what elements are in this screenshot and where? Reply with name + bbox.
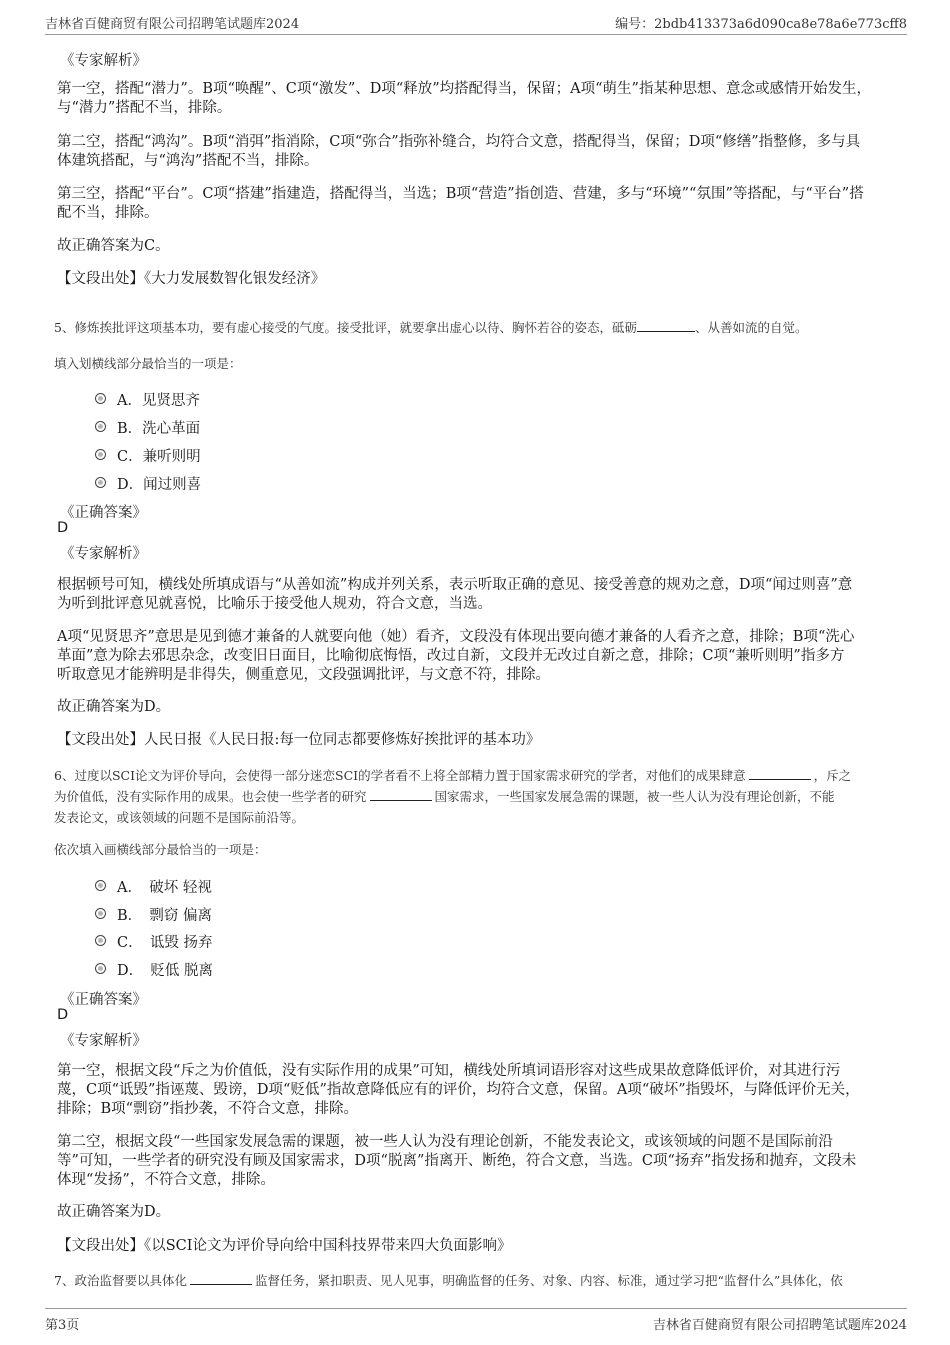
text-line <box>54 786 899 807</box>
q4-analysis-label: 《专家解析》 <box>60 53 147 69</box>
header-document-title: 吉林省百健商贸有限公司招聘笔试题库2024 <box>45 17 300 32</box>
option-label: B． 剽窃 偏离 <box>117 908 213 924</box>
option-label: D． 贬低 脱离 <box>117 963 213 979</box>
text-line: A项“见贤思齐”意思是见到德才兼备的人就要向他（她）看齐，文段没有体现出要向德才兼备的人看齐之意，排除；B项“洗心 <box>57 629 855 645</box>
option-label: C． 诋毁 扬弃 <box>117 935 213 951</box>
text-line: 革面”意为除去邪思杂念，改变旧日面目，比喻彻底悔悟，改过自新，文段并无改过自新之意，排除；C项“兼听则明”指多方 <box>57 648 845 664</box>
q5-stem-text: 5、修炼挨批评这项基本功，要有虚心接受的气度。接受批评，就要拿出虚心以待、胸怀若谷的姿态，砥砺 <box>54 320 637 335</box>
q6-answer-label: 《正确答案》 <box>60 992 147 1008</box>
text-line: 第二空，根据文段“一些国家发展急需的课题，被一些人认为没有理论创新，不能发表论文，或该领域的问题不是国际前沿 <box>57 1134 833 1150</box>
q5-analysis-paragraph-1 <box>57 576 887 614</box>
radio-icon[interactable] <box>95 449 106 460</box>
text-line: 第一空，根据文段“斥之为价值低，没有实际作用的成果”可知，横线处所填词语形容对这些成果故意降低评价，对其进行污 <box>57 1063 841 1079</box>
q6-analysis-paragraph-2 <box>57 1133 887 1190</box>
q6-option-b[interactable] <box>117 904 212 925</box>
text-line: 发表论文，或该领域的问题不是国际前沿等。 <box>54 810 305 825</box>
q6-answer: D <box>57 1007 69 1023</box>
q5-analysis-label: 《专家解析》 <box>60 546 147 562</box>
q6-conclusion: 故正确答案为D。 <box>57 1204 171 1220</box>
q6-stem-text: 6、过度以SCI论文为评价导向，会使得一部分迷恋SCI的学者看不上将全部精力置于国家需求研究的学者，对他们的成果肆意 <box>54 768 746 783</box>
radio-icon[interactable] <box>95 421 106 432</box>
header-document-id: 编号：2bdb413373a6d090ca8e78a6e773cff8 <box>615 17 907 32</box>
text-line: 与“潜力”搭配不当，排除。 <box>57 100 232 116</box>
text-line: 第一空，搭配“潜力”。B项“唤醒”、C项“激发”、D项“释放”均搭配得当，保留；A项“萌生”指某种思想、意念或感情开始发生， <box>57 81 871 97</box>
text-line: 等”可知，一些学者的研究没有顾及国家需求，D项“脱离”指离开、断绝，符合文意，当选。C项“扬弃”指发扬和抛弃，文段未 <box>57 1153 857 1169</box>
q4-conclusion: 故正确答案为C。 <box>57 238 170 254</box>
text-line: 体现“发扬”，不符合文意，排除。 <box>57 1172 275 1188</box>
q4-source: 【文段出处】《大力发展数智化银发经济》 <box>57 271 326 287</box>
q5-option-c[interactable] <box>117 445 201 466</box>
option-label: C．兼听则明 <box>117 449 201 465</box>
text-line: 为听到批评意见就喜悦，比喻乐于接受他人规劝，符合文意，当选。 <box>57 596 492 612</box>
q6-source: 【文段出处】《以SCI论文为评价导向给中国科技界带来四大负面影响》 <box>57 1238 512 1254</box>
q6-option-a[interactable] <box>117 876 212 897</box>
q4-analysis-paragraph-1 <box>57 80 887 118</box>
text-line: 第二空，搭配“鸿沟”。B项“消弭”指消除，C项“弥合”指弥补缝合，均符合文意，搭配得当，保留；D项“修缮”指整修，多与具 <box>57 134 861 150</box>
q6-stem-text: 国家需求，一些国家发展急需的课题，被一些人认为没有理论创新，不能 <box>434 789 835 804</box>
q5-analysis-paragraph-2 <box>57 628 887 685</box>
radio-icon[interactable] <box>95 477 106 488</box>
text-line: 配不当，排除。 <box>57 205 159 221</box>
text-line: 根据顿号可知，横线处所填成语与“从善如流”构成并列关系，表示听取正确的意见、接受善意的规劝之意，D项“闻过则喜”意 <box>57 577 853 593</box>
footer-divider <box>45 1308 907 1309</box>
q6-option-d[interactable] <box>117 959 213 980</box>
q5-answer: D <box>57 520 69 536</box>
text-line: 体建筑搭配，与“鸿沟”搭配不当，排除。 <box>57 153 319 169</box>
q7-stem <box>54 1270 899 1291</box>
radio-icon[interactable] <box>95 935 106 946</box>
q7-stem-text: 7、政治监督要以具体化 <box>54 1273 187 1288</box>
text-line: 听取意见才能辨明是非得失，侧重意见，文段强调批评，与文意不符，排除。 <box>57 667 550 683</box>
text-line: 排除；B项“剽窃”指抄袭，不符合文意，排除。 <box>57 1101 358 1117</box>
q5-stem <box>54 317 899 338</box>
q6-blank-2 <box>370 788 432 801</box>
option-label: A．见贤思齐 <box>117 393 200 409</box>
q5-option-b[interactable] <box>117 417 200 438</box>
radio-icon[interactable] <box>95 393 106 404</box>
text-line: 蔑，C项“诋毁”指诬蔑、毁谤，D项“贬低”指故意降低应有的评价，均符合文意，保留。A项“破坏”指毁坏，与降低评价无关， <box>57 1082 860 1098</box>
q6-stem-text: 为价值低，没有实际作用的成果。也会使一些学者的研究 <box>54 789 367 804</box>
q5-blank <box>637 319 695 332</box>
footer-document-title: 吉林省百健商贸有限公司招聘笔试题库2024 <box>652 1318 907 1333</box>
q4-analysis-paragraph-3 <box>57 185 887 223</box>
option-label: B．洗心革面 <box>117 421 201 437</box>
q7-blank <box>190 1272 252 1285</box>
q6-stem <box>54 765 899 828</box>
text-line: 第三空，搭配“平台”。C项“搭建”指建造，搭配得当，当选；B项“营造”指创造、营建，多与“环境”“氛围”等搭配，与“平台”搭 <box>57 186 864 202</box>
q6-blank-1 <box>749 767 811 780</box>
q5-prompt: 填入划横线部分最恰当的一项是： <box>54 356 242 371</box>
q5-source: 【文段出处】人民日报《人民日报:每一位同志都要修炼好挨批评的基本功》 <box>57 732 541 748</box>
q5-stem-text-end: 、从善如流的自觉。 <box>694 320 808 335</box>
q5-conclusion: 故正确答案为D。 <box>57 699 171 715</box>
header-divider <box>45 34 907 35</box>
q5-option-a[interactable] <box>117 389 200 410</box>
option-label: A． 破坏 轻视 <box>117 880 212 896</box>
q5-answer-label: 《正确答案》 <box>60 505 147 521</box>
q5-option-d[interactable] <box>117 473 201 494</box>
footer-page-number: 第3页 <box>45 1318 80 1333</box>
radio-icon[interactable] <box>95 908 106 919</box>
q6-prompt: 依次填入画横线部分最恰当的一项是： <box>54 842 267 857</box>
option-label: D．闻过则喜 <box>117 477 202 493</box>
q6-stem-text: ，斥之 <box>813 768 852 783</box>
radio-icon[interactable] <box>95 963 106 974</box>
q7-stem-text: 监督任务，紧扣职责、见人见事，明确监督的任务、对象、内容、标准，通过学习把“监督什么”具体化，依 <box>254 1273 843 1288</box>
text-line <box>54 765 899 786</box>
q4-analysis-paragraph-2 <box>57 133 887 171</box>
q6-analysis-label: 《专家解析》 <box>60 1033 147 1049</box>
q6-analysis-paragraph-1 <box>57 1062 887 1119</box>
radio-icon[interactable] <box>95 880 106 891</box>
q6-option-c[interactable] <box>117 931 212 952</box>
